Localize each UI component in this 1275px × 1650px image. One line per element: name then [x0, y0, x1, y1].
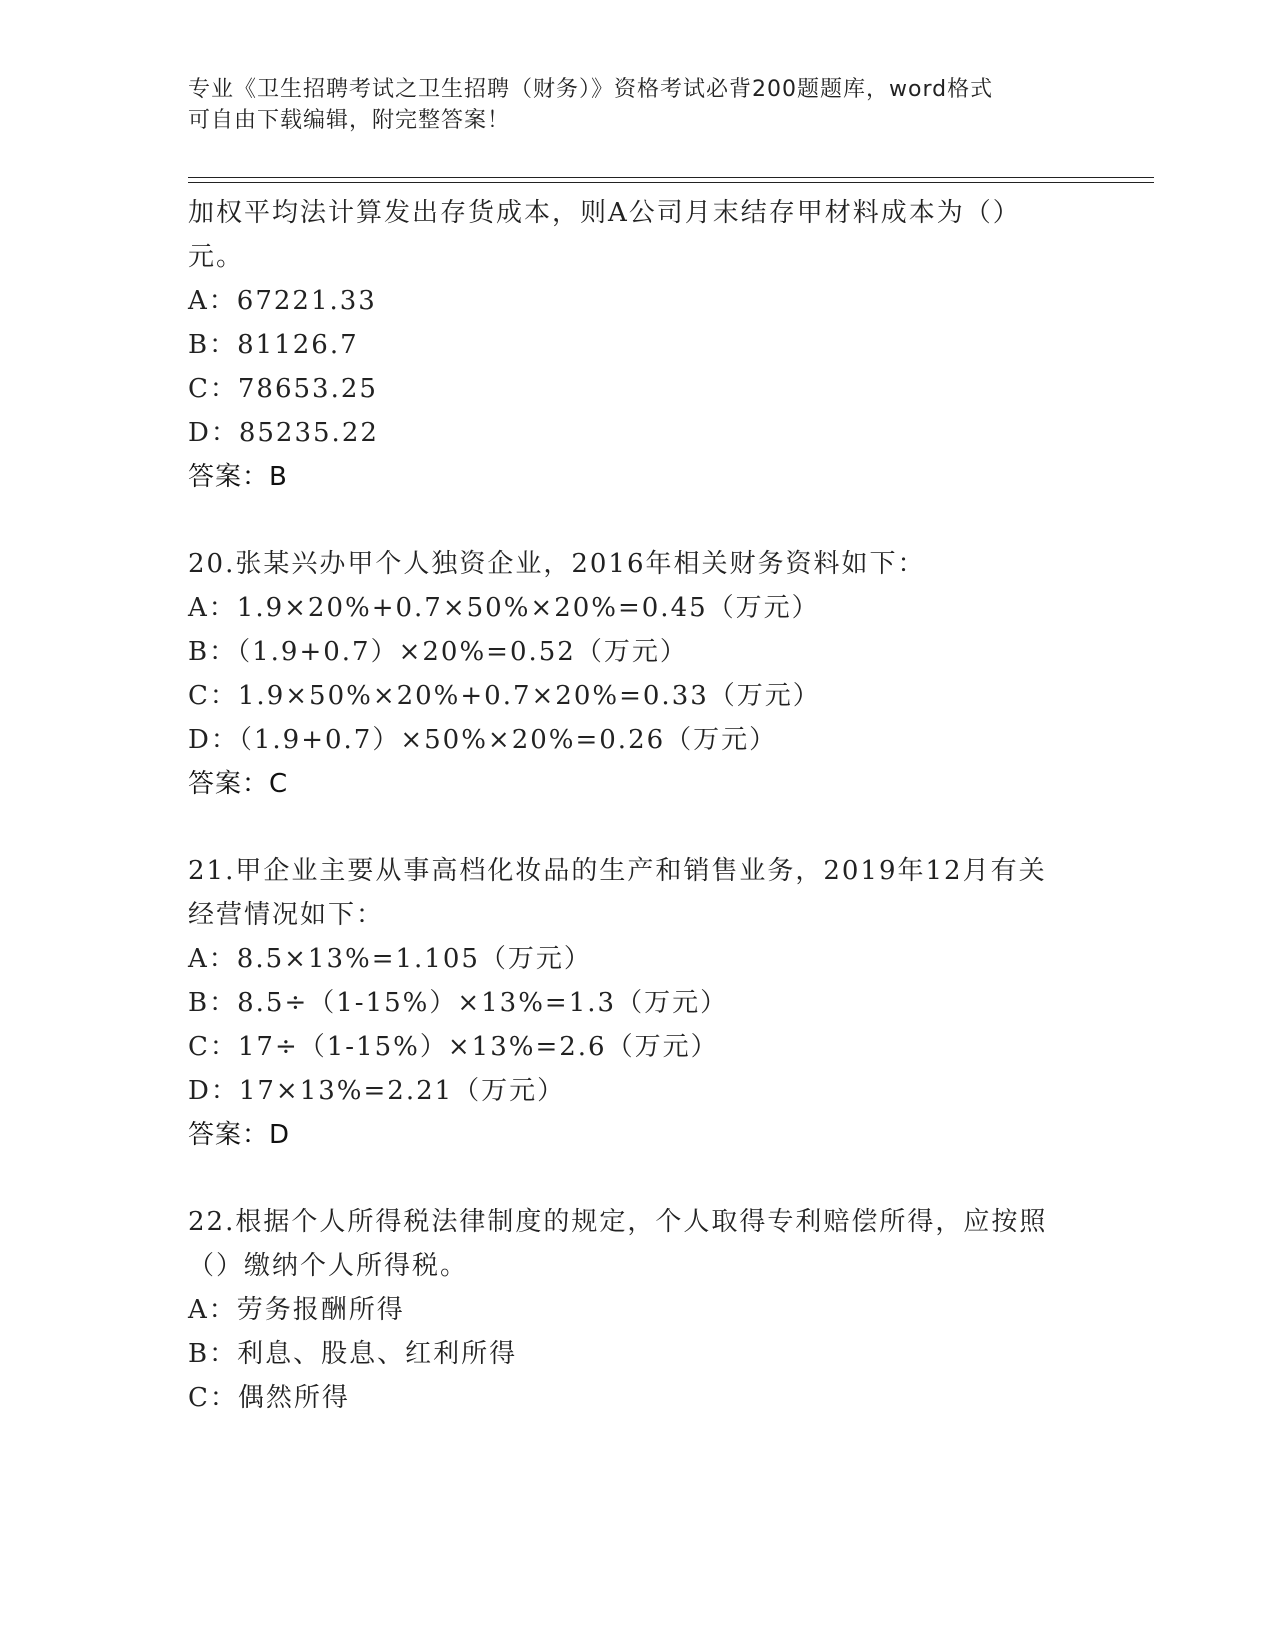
question-19-option-d: D：85235.22	[188, 418, 379, 448]
question-19-stem-line-1: 加权平均法计算发出存货成本，则A公司月末结存甲材料成本为（）	[188, 198, 1021, 228]
question-19-option-b: B：81126.7	[188, 330, 359, 360]
question-19-option-a: A：67221.33	[188, 286, 377, 316]
question-22-option-b: B：利息、股息、红利所得	[188, 1339, 518, 1369]
header-title-line-1: 专业《卫生招聘考试之卫生招聘（财务）》资格考试必背200题题库，word格式	[188, 77, 994, 102]
question-21-option-b: B：8.5÷（1-15%）×13%=1.3（万元）	[188, 988, 729, 1018]
question-21-option-c: C：17÷（1-15%）×13%=2.6（万元）	[188, 1032, 719, 1062]
question-19-answer: 答案：B	[188, 462, 288, 492]
question-20-option-d: D：（1.9+0.7）×50%×20%=0.26（万元）	[188, 725, 778, 755]
question-20-option-b: B：（1.9+0.7）×20%=0.52（万元）	[188, 637, 688, 667]
question-21-option-d: D：17×13%=2.21（万元）	[188, 1076, 566, 1106]
question-19-option-c: C：78653.25	[188, 374, 378, 404]
question-21-answer: 答案：D	[188, 1120, 291, 1150]
header-divider-top	[188, 177, 1154, 178]
header-title-line-2: 可自由下载编辑，附完整答案！	[188, 108, 511, 133]
document-header	[188, 74, 1068, 136]
question-21-stem-line-1: 21.甲企业主要从事高档化妆品的生产和销售业务，2019年12月有关	[188, 856, 1047, 886]
question-21-stem-line-2: 经营情况如下：	[188, 900, 385, 930]
question-19-stem-line-2: 元。	[188, 242, 245, 272]
question-22-option-a: A：劳务报酬所得	[188, 1295, 405, 1325]
question-22-stem-line-1: 22.根据个人所得税法律制度的规定，个人取得专利赔偿所得，应按照	[188, 1207, 1048, 1237]
question-20-option-c: C：1.9×50%×20%+0.7×20%=0.33（万元）	[188, 681, 821, 711]
question-20-option-a: A：1.9×20%+0.7×50%×20%=0.45（万元）	[188, 593, 820, 623]
question-22-stem-line-2: （）缴纳个人所得税。	[188, 1251, 469, 1281]
header-divider-bottom	[188, 182, 1154, 183]
question-20-stem-line-1: 20.张某兴办甲个人独资企业，2016年相关财务资料如下：	[188, 549, 926, 579]
question-22-option-c: C：偶然所得	[188, 1383, 350, 1413]
question-20-answer: 答案：C	[188, 769, 289, 799]
question-21-option-a: A：8.5×13%=1.105（万元）	[188, 944, 592, 974]
